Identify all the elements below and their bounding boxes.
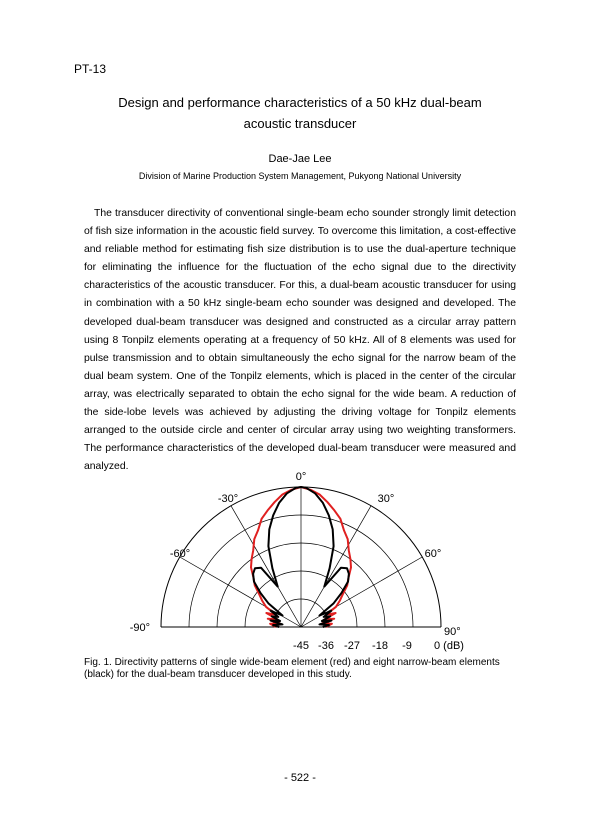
abstract-body: The transducer directivity of conventional single-beam echo sounder strongly limit detection of fish size information in the acoustic field survey. To overcome this limitation, a cost-effective and reliable method for estimating fish size distribution is to use the dual-aperture technique for eliminating the influence for the fluctuation of the echo signal due to the directivity characteristics of the acoustic transducer. For this, a dual-beam acoustic transducer for using in combination with a 50 kHz single-beam echo sounder was designed and developed. The developed dual-beam transducer was designed and constructed as a circular array pattern using 8 Tonpilz elements operating at a frequency of 50 kHz. All of 8 elements was used for pulse transmission and to obtain simultaneously the echo signal for the narrow beam of the dual beam system. One of the Tonpilz elements, which is placed in the center of the circular array, was electrically separated to obtain the echo signal for the wide beam. A reduction of the side-lobe levels was achieved by adjusting the driving voltage for Tonpilz elements arranged to the outside circle and center of circular array using two weighting transformers. The performance characteristics of the developed dual-beam transducer were measured and analyzed.	[84, 208, 516, 473]
author-name: Dae-Jae Lee	[268, 153, 332, 165]
radial-db-label: -36	[318, 640, 334, 652]
radial-db-label: 0 (dB)	[434, 640, 464, 652]
radial-db-label: -18	[372, 640, 388, 652]
polar-grid	[161, 487, 441, 627]
grid-spoke	[301, 506, 371, 627]
figure-caption: Fig. 1. Directivity patterns of single wide-beam element (red) and eight narrow-beam elements (black) for the dual-beam transducer developed in this study.	[84, 657, 500, 680]
session-code: PT-13	[74, 62, 107, 76]
directivity-polar-chart	[129, 460, 480, 655]
angle-label: -60°	[169, 548, 191, 560]
page-number: - 522 -	[284, 772, 316, 784]
angle-label: 30°	[377, 493, 395, 505]
angle-label: 60°	[424, 548, 442, 560]
grid-spoke	[301, 557, 422, 627]
paper-title	[60, 92, 540, 134]
radial-db-label: -9	[402, 640, 412, 652]
angle-label: 0°	[295, 471, 307, 483]
angle-label: -30°	[217, 493, 239, 505]
paper-title-line2: acoustic transducer	[243, 116, 357, 131]
radial-db-label: -27	[344, 640, 360, 652]
paper-title-line1: Design and performance characteristics of a 50 kHz dual-beam	[118, 95, 482, 110]
grid-spoke	[180, 557, 301, 627]
angle-label: 90°	[444, 626, 461, 638]
grid-spoke	[231, 506, 301, 627]
angle-label: -90°	[129, 622, 150, 634]
radial-db-label: -45	[293, 640, 309, 652]
author-affiliation: Division of Marine Production System Management, Pukyong National University	[138, 171, 462, 181]
